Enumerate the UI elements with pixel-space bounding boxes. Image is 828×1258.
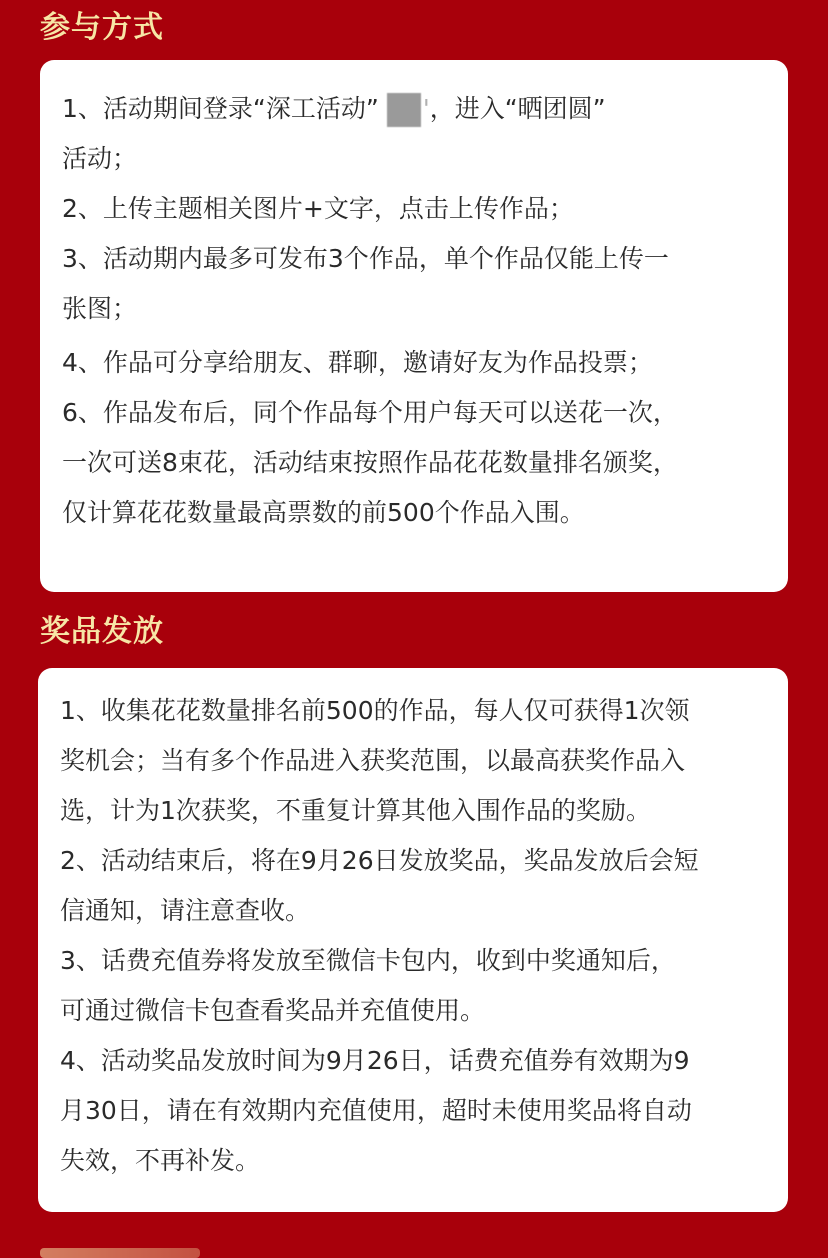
prizes-line-1: 1、收集花花数量排名前500的作品，每人仅可获得1次领 <box>60 696 690 725</box>
participation-line-8: 一次可送8束花，活动结束按照作品花花数量排名颁奖， <box>62 448 678 477</box>
prizes-line-6: 3、话费充值券将发放至微信卡包内，收到中奖通知后， <box>60 946 676 975</box>
participation-line-2: 活动； <box>62 144 138 173</box>
rule-1-part-b: ，进入“晒团圆” <box>429 94 606 123</box>
section-title-prizes: 奖品发放 <box>40 614 164 649</box>
prizes-line-3: 选，计为1次获奖，不重复计算其他入围作品的奖励。 <box>60 796 651 825</box>
prizes-line-4: 2、活动结束后，将在9月26日发放奖品，奖品发放后会短 <box>60 846 699 875</box>
prizes-line-8: 4、活动奖品发放时间为9月26日，话费充值券有效期为9 <box>60 1046 690 1075</box>
participation-line-6: 4、作品可分享给朋友、群聊，邀请好友为作品投票； <box>62 348 653 377</box>
participation-line-7: 6、作品发布后，同个作品每个用户每天可以送花一次， <box>62 398 678 427</box>
participation-line-9: 仅计算花花数量最高票数的前500个作品入围。 <box>62 498 585 527</box>
redacted-block <box>387 93 421 127</box>
prizes-line-9: 月30日，请在有效期内充值使用，超时未使用奖品将自动 <box>60 1096 692 1125</box>
prizes-line-10: 失效，不再补发。 <box>60 1146 261 1175</box>
section-title-participation: 参与方式 <box>40 10 164 45</box>
participation-line-1 <box>62 84 766 134</box>
participation-card <box>40 60 788 592</box>
prizes-line-2: 奖机会；当有多个作品进入获奖范围，以最高获奖作品入 <box>60 746 686 775</box>
prizes-card <box>38 668 788 1212</box>
participation-line-3: 2、上传主题相关图片+文字，点击上传作品； <box>62 194 574 223</box>
rule-1-part-a: 1、活动期间登录“深工活动” <box>62 94 379 123</box>
redacted-fragment: ' <box>422 94 430 123</box>
participation-line-5: 张图； <box>62 294 138 323</box>
card-edge-notch <box>788 346 824 406</box>
participation-line-4: 3、活动期内最多可发布3个作品，单个作品仅能上传一 <box>62 244 669 273</box>
prizes-line-5: 信通知，请注意查收。 <box>60 896 311 925</box>
section-title-cutoff <box>40 1238 220 1258</box>
prizes-line-7: 可通过微信卡包查看奖品并充值使用。 <box>60 996 486 1025</box>
